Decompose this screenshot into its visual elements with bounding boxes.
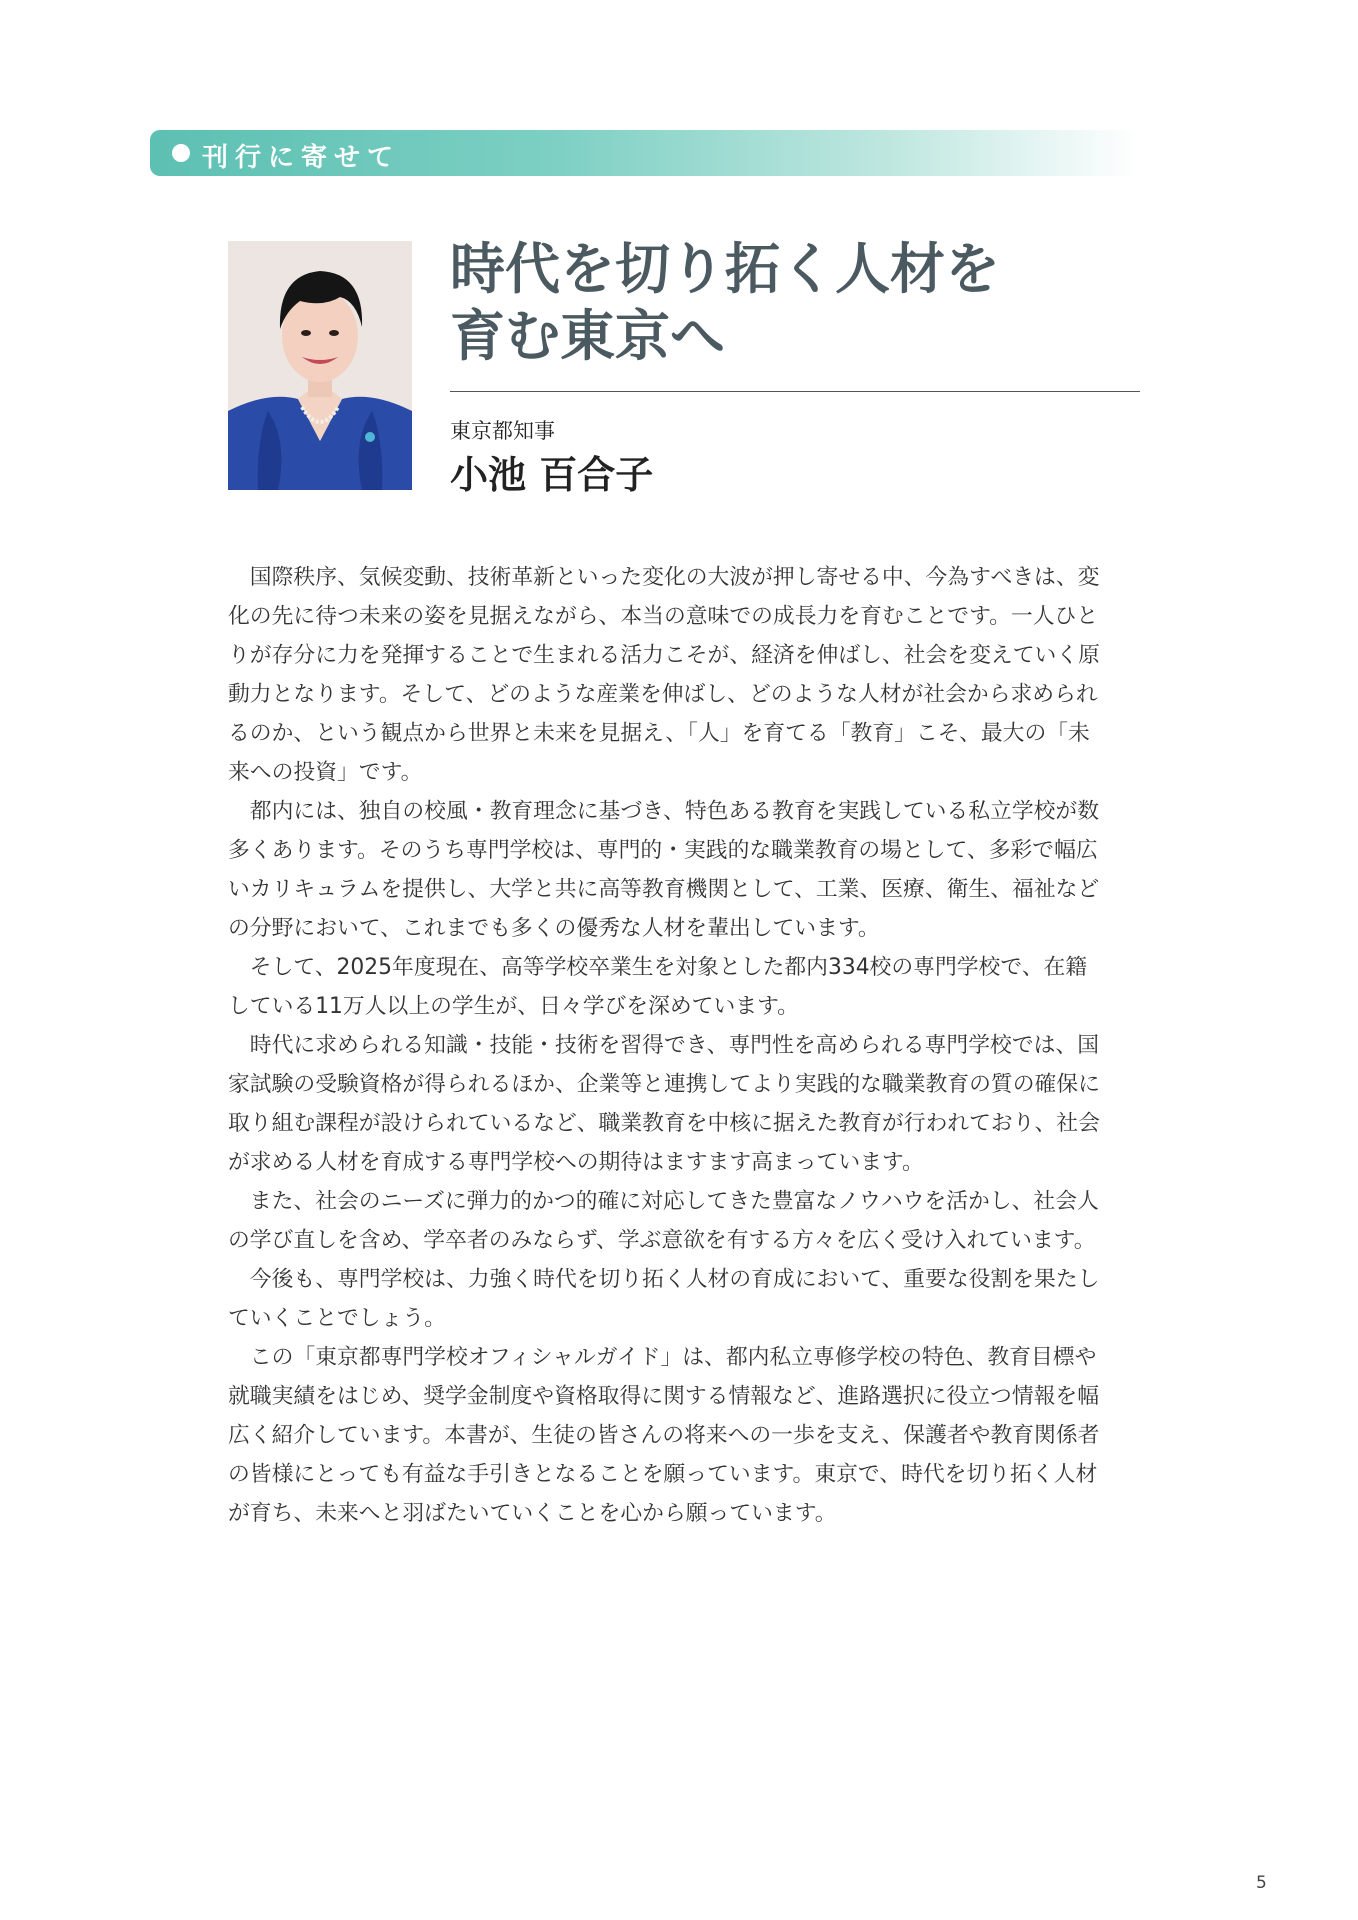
body-line: そして、2025年度現在、高等学校卒業生を対象とした都内334校の専門学校で、在籍 (249, 955, 1088, 980)
body-line: 就職実績をはじめ、奨学金制度や資格取得に関する情報など、進路選択に役立つ情報を幅 (228, 1384, 1100, 1409)
body-line: 広く紹介しています。本書が、生徒の皆さんの将来への一歩を支え、保護者や教育関係者 (228, 1423, 1100, 1448)
body-line: この「東京都専門学校オフィシャルガイド」は、都内私立専修学校の特色、教育目標や (249, 1345, 1097, 1370)
body-line: るのか、という観点から世界と未来を見据え、「人」を育てる「教育」こそ、最大の「未 (228, 721, 1090, 746)
body-line: 時代に求められる知識・技能・技術を習得でき、専門性を高められる専門学校では、国 (249, 1033, 1100, 1058)
article-title (450, 236, 1150, 370)
body-line: 動力となります。そして、どのような産業を伸ばし、どのような人材が社会から求められ (228, 682, 1098, 707)
body-line: 来への投資」です。 (228, 760, 423, 785)
body-line: 取り組む課程が設けられているなど、職業教育を中核に据えた教育が行われており、社会 (228, 1111, 1100, 1136)
author-role: 東京都知事 (450, 419, 555, 443)
author-name: 小池 百合子 (450, 453, 654, 497)
section-banner (150, 130, 1140, 176)
message-body (228, 558, 1140, 1533)
body-line: 家試験の受験資格が得られるほか、企業等と連携してより実践的な職業教育の質の確保に (228, 1072, 1100, 1097)
body-line: 化の先に待つ未来の姿を見据えながら、本当の意味での成長力を育むことです。一人ひと (228, 604, 1099, 629)
author-portrait (228, 241, 412, 490)
body-line: している11万人以上の学生が、日々学びを深めています。 (228, 994, 799, 1019)
title-line-1: 時代を切り拓く人材を (450, 237, 1001, 301)
body-line: の皆様にとっても有益な手引きとなることを願っています。東京で、時代を切り拓く人材 (228, 1462, 1098, 1487)
bullet-dot-icon (172, 144, 190, 162)
section-label: 刊行に寄せて (202, 143, 401, 173)
title-divider (450, 391, 1140, 392)
body-line: が求める人材を育成する専門学校への期待はますます高まっています。 (228, 1150, 924, 1175)
body-line: 国際秩序、気候変動、技術革新といった変化の大波が押し寄せる中、今為すべきは、変 (249, 565, 1100, 590)
body-line: の分野において、これまでも多くの優秀な人材を輩出しています。 (228, 916, 880, 941)
body-line: が育ち、未来へと羽ばたいていくことを心から願っています。 (228, 1501, 837, 1526)
body-line: 多くあります。そのうち専門学校は、専門的・実践的な職業教育の場として、多彩で幅広 (228, 838, 1098, 863)
body-line: の学び直しを含め、学卒者のみならず、学ぶ意欲を有する方々を広く受け入れています。 (228, 1228, 1096, 1253)
body-line: いカリキュラムを提供し、大学と共に高等教育機関として、工業、医療、衛生、福祉など (228, 877, 1100, 902)
body-line: ていくことでしょう。 (228, 1306, 446, 1331)
page-number: 5 (1256, 1873, 1267, 1893)
body-line: また、社会のニーズに弾力的かつ的確に対応してきた豊富なノウハウを活かし、社会人 (249, 1189, 1099, 1214)
body-line: 都内には、独自の校風・教育理念に基づき、特色ある教育を実践している私立学校が数 (249, 799, 1100, 824)
body-line: 今後も、専門学校は、力強く時代を切り拓く人材の育成において、重要な役割を果たし (249, 1267, 1100, 1292)
body-line: りが存分に力を発揮することで生まれる活力こそが、経済を伸ばし、社会を変えていく原 (228, 643, 1100, 668)
title-line-2: 育む東京へ (450, 304, 726, 368)
portrait-illustration (228, 241, 412, 490)
